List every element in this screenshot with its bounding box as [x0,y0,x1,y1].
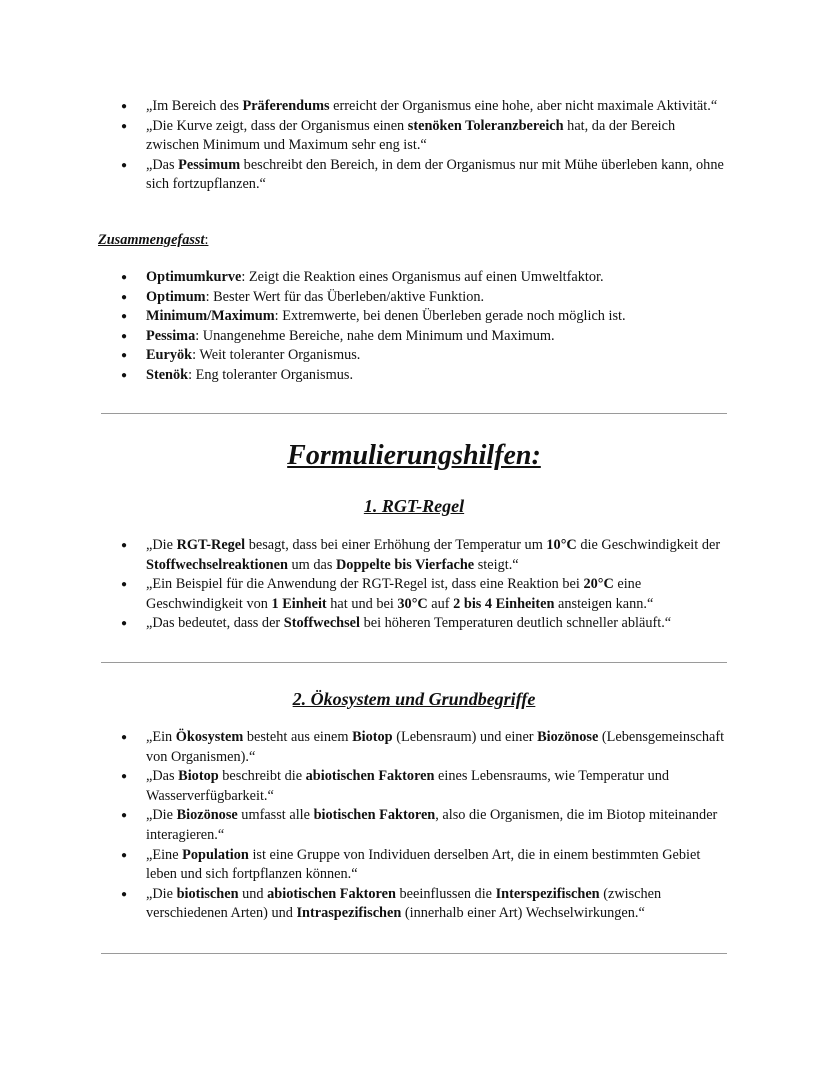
list-item: ● „Ein Ökosystem besteht aus einem Biotop (Lebensraum) und einer Biozönose (Lebensgemeinschaft von Organismen).“ [121,728,731,767]
list-item: ● „Die RGT-Regel besagt, dass bei einer Erhöhung der Temperatur um 10°C die Geschwindigkeit der Stoffwechselreaktionen um das Doppelte bis Vierfache steigt.“ [121,536,731,575]
intro-bullet-list [121,97,731,195]
list-item: ● Euryök: Weit toleranter Organismus. [121,346,731,366]
list-item: ● „Das bedeutet, dass der Stoffwechsel bei höheren Temperaturen deutlich schneller abläuft.“ [121,614,731,634]
list-item: ● „Im Bereich des Präferendums erreicht der Organismus eine hohe, aber nicht maximale Aktivität.“ [121,97,731,117]
summary-heading: Zusammengefasst: [98,232,209,248]
section-title-rgt: 1. RGT-Regel [363,496,465,516]
list-item: ● „Die Kurve zeigt, dass der Organismus einen stenöken Toleranzbereich hat, da der Bereich zwischen Minimum und Maximum sehr eng ist.“ [121,117,731,156]
list-item: ● Stenök: Eng toleranter Organismus. [121,366,731,386]
list-item: ● „Die biotischen und abiotischen Faktoren beeinflussen die Interspezifischen (zwischen verschiedenen Arten) und Intraspezifischen (innerhalb einer Art) Wechselwirkungen.“ [121,885,731,924]
page-title: Formulierungshilfen: [287,440,541,471]
list-item: ● „Das Biotop beschreibt die abiotischen Faktoren eines Lebensraums, wie Temperatur und Wasserverfügbarkeit.“ [121,767,731,806]
list-item: ● „Das Pessimum beschreibt den Bereich, in dem der Organismus nur mit Mühe überleben kann, ohne sich fortzupflanzen.“ [121,156,731,195]
rgt-bullet-list [121,536,731,634]
divider [101,662,727,663]
divider [101,413,727,414]
oekosystem-bullet-list [121,728,731,924]
divider [101,953,727,954]
list-item: ● Optimumkurve: Zeigt die Reaktion eines Organismus auf einen Umweltfaktor. [121,268,731,288]
section-title-oekosystem: 2. Ökosystem und Grundbegriffe [292,689,536,709]
list-item: ● Minimum/Maximum: Extremwerte, bei denen Überleben gerade noch möglich ist. [121,307,731,327]
list-item: ● „Ein Beispiel für die Anwendung der RGT-Regel ist, dass eine Reaktion bei 20°C eine Geschwindigkeit von 1 Einheit hat und bei 30°C auf 2 bis 4 Einheiten ansteigen kann.“ [121,575,731,614]
summary-bullet-list [121,268,731,386]
list-item: ● Pessima: Unangenehme Bereiche, nahe dem Minimum und Maximum. [121,327,731,347]
list-item: ● „Eine Population ist eine Gruppe von Individuen derselben Art, die in einem bestimmten Gebiet leben und sich fortpflanzen können.“ [121,846,731,885]
list-item: ● Optimum: Bester Wert für das Überleben/aktive Funktion. [121,288,731,308]
list-item: ● „Die Biozönose umfasst alle biotischen Faktoren, also die Organismen, die im Biotop miteinander interagieren.“ [121,806,731,845]
